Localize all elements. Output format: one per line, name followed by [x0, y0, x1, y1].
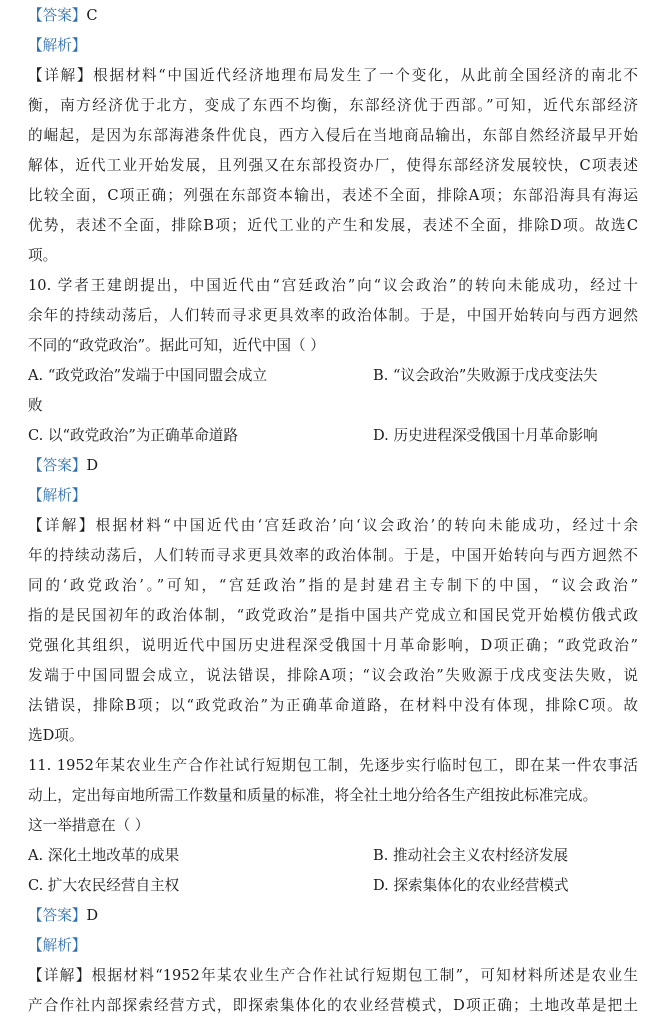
- detail-text: 根据材料“中国近代经济地理布局发生了一个变化，从此前全国经济的南北不: [93, 67, 638, 84]
- q10-option-a: A. “政党政治”发端于中国同盟会成立: [28, 367, 268, 384]
- answer-tag: 【答案】: [28, 7, 87, 24]
- q9-detail-line: 项。: [28, 247, 58, 264]
- q10-analysis-tag: [28, 486, 638, 506]
- analysis-tag: 【解析】: [28, 487, 87, 504]
- answer-tag: 【答案】: [28, 907, 87, 924]
- analysis-tag: 【解析】: [28, 37, 87, 54]
- answer-value: C: [86, 7, 98, 24]
- q10-stem-line: 不同的“政党政治”。据此可知，近代中国（ ）: [28, 337, 325, 354]
- q10-detail-line: [28, 516, 638, 536]
- detail-tag: 【详解】: [28, 67, 94, 84]
- q10-detail-line: 指的是民国初年的政治体制，“政党政治”是指中国共产党成立和国民党开始模仿俄式政: [28, 607, 638, 624]
- q11-stem-line: 这一举措意在（ ）: [28, 817, 150, 834]
- analysis-tag: 【解析】: [28, 937, 87, 954]
- answer-tag: 【答案】: [28, 457, 87, 474]
- q10-stem-line: 10. 学者王建朗提出，中国近代由“宫廷政治”向“议会政治”的转向未能成功，经过十: [28, 277, 638, 294]
- q10-stem-line: 余年的持续动荡后，人们转而寻求更具效率的政治体制。于是，中国开始转向与西方迥然: [28, 307, 638, 324]
- q9-detail-line: 的崛起，是因为东部海港条件优良，西方入侵后在当地商品输出，东部自然经济最早开始: [28, 127, 638, 144]
- q11-option-b: B. 推动社会主义农村经济发展: [373, 847, 569, 864]
- q10-detail-line: 法错误，排除B项；以“政党政治”为正确革命道路，在材料中没有体现，排除C项。故: [28, 697, 638, 714]
- q9-answer-line: [28, 6, 638, 26]
- q10-detail-line: 同的‘政党政治’。”可知，“宫廷政治”指的是封建君主专制下的中国，“议会政治”: [28, 577, 638, 594]
- detail-tag: 【详解】: [28, 967, 92, 984]
- q11-option-a: A. 深化土地改革的成果: [28, 847, 180, 864]
- q10-option-d: D. 历史进程深受俄国十月革命影响: [373, 427, 598, 444]
- answer-value: D: [86, 907, 99, 924]
- q9-detail-line: 优势，表述不全面，排除B项；近代工业的产生和发展，表述不全面，排除D项。故选C: [28, 217, 638, 234]
- q10-detail-line: 发端于中国同盟会成立，说法错误，排除A项；“议会政治”失败源于戊戌变法失败，说: [28, 667, 638, 684]
- q10-detail-line: 选D项。: [28, 727, 84, 744]
- q11-analysis-tag: [28, 936, 638, 956]
- detail-tag: 【详解】: [28, 517, 96, 534]
- q10-answer-line: [28, 456, 638, 476]
- answer-value: D: [86, 457, 99, 474]
- q11-stem-line: 动上，定出每亩地所需工作数量和质量的标准，将全社土地分给各生产组按此标准完成。: [28, 787, 598, 804]
- q11-option-d: D. 探索集体化的农业经营模式: [373, 877, 569, 894]
- q11-answer-line: [28, 906, 638, 926]
- q9-detail-line: [28, 66, 638, 86]
- q9-analysis-tag: [28, 36, 638, 56]
- q9-detail-line: 解体，近代工业开始发展，且列强又在东部投资办厂，使得东部经济发展较快，C项表述: [28, 157, 638, 174]
- q10-option-b-continued: 败: [28, 397, 43, 414]
- q11-detail-line: 产合作社内部探索经营方式，即探索集体化的农业经营模式，D项正确；土地改革是把土: [28, 997, 638, 1014]
- q11-detail-line: [28, 966, 638, 986]
- q10-option-b: B. “议会政治”失败源于戊戌变法失: [373, 367, 598, 384]
- detail-text: 根据材料“1952年某农业生产合作社试行短期包工制”，可知材料所述是农业生: [91, 967, 638, 984]
- q10-detail-line: 党强化其组织，说明近代中国历史进程深受俄国十月革命影响，D项正确；“政党政治”: [28, 637, 638, 654]
- q9-detail-line: 衡，南方经济优于北方，变成了东西不均衡，东部经济优于西部。”可知，近代东部经济: [28, 97, 638, 114]
- q11-stem-line: 11. 1952年某农业生产合作社试行短期包工制，先逐步实行临时包工，即在某一件农事活: [28, 757, 638, 774]
- q11-option-c: C. 扩大农民经营自主权: [28, 877, 180, 894]
- q10-detail-line: 年的持续动荡后，人们转而寻求更具效率的政治体制。于是，中国开始转向与西方迥然不: [28, 547, 638, 564]
- detail-text: 根据材料“中国近代由‘宫廷政治’向‘议会政治’的转向未能成功，经过十余: [95, 517, 638, 534]
- q10-option-c: C. 以“政党政治”为正确革命道路: [28, 427, 238, 444]
- q9-detail-line: 比较全面，C项正确；列强在东部资本输出，表述不全面，排除A项；东部沿海具有海运: [28, 187, 638, 204]
